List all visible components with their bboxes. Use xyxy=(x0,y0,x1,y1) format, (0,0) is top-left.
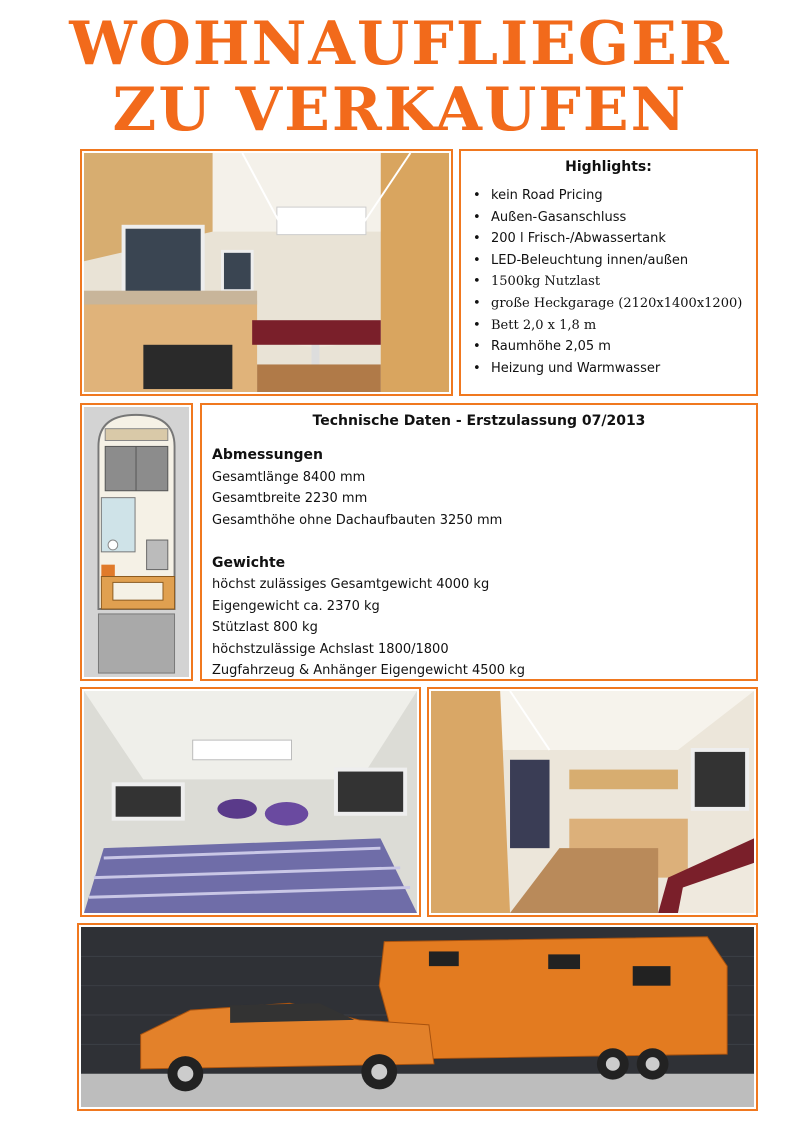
highlights-list xyxy=(473,185,742,379)
list-item: • Heizung und Warmwasser xyxy=(473,360,661,376)
spacer xyxy=(212,531,525,553)
dimension-row: Gesamthöhe ohne Dachaufbauten 3250 mm xyxy=(212,512,503,528)
list-item: • Bett 2,0 x 1,8 m xyxy=(473,317,597,333)
weights-heading: Gewichte xyxy=(212,554,286,571)
list-item: • kein Road Pricing xyxy=(473,188,603,203)
living-photo-frame xyxy=(427,687,758,917)
living-photo xyxy=(431,691,754,913)
weight-row: Stützlast 800 kg xyxy=(212,620,318,635)
dimension-row: Gesamtlänge 8400 mm xyxy=(212,469,366,485)
technical-data-body xyxy=(212,445,525,682)
dimensions-heading: Abmessungen xyxy=(212,447,324,463)
floorplan-image xyxy=(84,407,189,677)
list-item: • 200 l Frisch-/Abwassertank xyxy=(473,231,666,247)
weight-row: höchst zulässiges Gesamtgewicht 4000 kg xyxy=(212,577,490,592)
kitchen-photo xyxy=(84,153,449,392)
highlights-title: Highlights: xyxy=(565,159,652,175)
list-item: • LED-Beleuchtung innen/außen xyxy=(473,252,689,268)
highlights-box xyxy=(459,149,758,396)
dimension-row: Gesamtbreite 2230 mm xyxy=(212,491,368,506)
kitchen-photo-frame xyxy=(80,149,453,396)
truck-trailer-photo-frame xyxy=(77,923,758,1111)
technical-data-box xyxy=(200,403,758,681)
weight-row: höchstzulässige Achslast 1800/1800 xyxy=(212,641,449,657)
floorplan-frame xyxy=(80,403,193,681)
bedroom-photo xyxy=(84,691,417,913)
headline-line-2: ZU VERKAUFEN xyxy=(112,75,688,145)
list-item: • große Heckgarage (2120x1400x1200) xyxy=(473,295,743,311)
weight-row: Zugfahrzeug & Anhänger Eigengewicht 4500 kg xyxy=(212,663,525,678)
truck-trailer-photo xyxy=(81,927,754,1107)
headline-line-1: WOHNAUFLIEGER xyxy=(69,9,731,79)
list-item: • Außen-Gasanschluss xyxy=(473,209,627,225)
list-item: • Raumhöhe 2,05 m xyxy=(473,339,611,355)
bedroom-photo-frame xyxy=(80,687,421,917)
technical-data-title: Technische Daten - Erstzulassung 07/2013 xyxy=(312,413,646,429)
list-item: • 1500kg Nutzlast xyxy=(473,274,601,290)
weight-row: Eigengewicht ca. 2370 kg xyxy=(212,598,380,614)
